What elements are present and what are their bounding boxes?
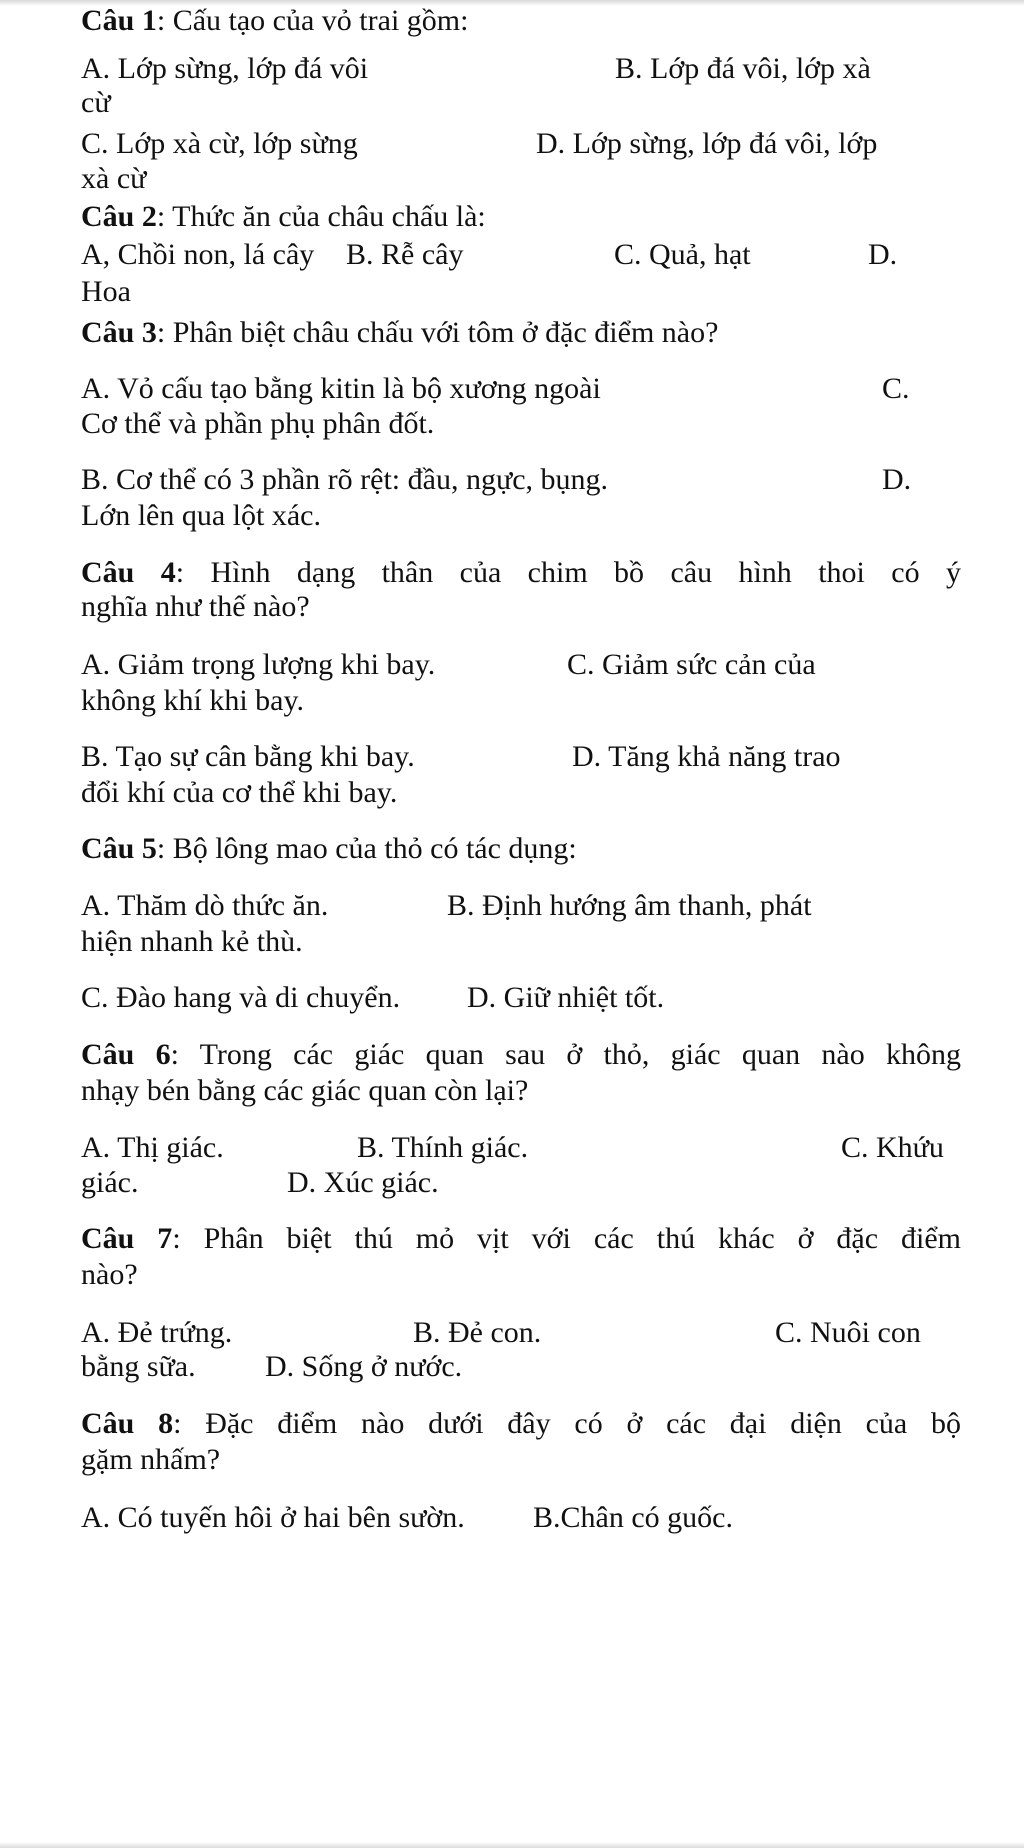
question-6-stem-line-1: Câu 6: Trong các giác quan sau ở thỏ, giác quan nào không [81,1038,961,1071]
question-2-option-c: C. Quả, hạt [614,238,751,271]
question-4-option-b: B. Tạo sự cân bằng khi bay. [81,740,415,773]
question-5-option-c: C. Đào hang và di chuyển. [81,981,401,1014]
question-6-stem-line-2: nhạy bén bằng các giác quan còn lại? [81,1074,529,1107]
question-6-option-c: C. Khứu [841,1131,944,1164]
question-2-option-d: D. [868,238,898,271]
question-3-option-c: C. [882,372,910,405]
question-3-option-d: D. [882,463,912,496]
question-1-label: Câu 1 [81,4,157,37]
question-5-option-d: D. Giữ nhiệt tốt. [467,981,665,1014]
question-7-option-c: C. Nuôi con [775,1316,921,1349]
question-5-option-b-cont: hiện nhanh kẻ thù. [81,925,303,958]
question-7-label: Câu 7 [81,1222,173,1255]
question-4-option-c-cont: không khí khi bay. [81,684,305,717]
question-7-option-a: A. Đẻ trứng. [81,1316,233,1349]
question-3-option-a: A. Vỏ cấu tạo bằng kitin là bộ xương ngoài [81,372,601,405]
question-1-option-a: A. Lớp sừng, lớp đá vôi [81,52,369,85]
question-6-option-a: A. Thị giác. [81,1131,224,1164]
question-4-stem-line-1: Câu 4: Hình dạng thân của chim bồ câu hình thoi có ý [81,556,961,589]
question-6-option-d: D. Xúc giác. [287,1166,439,1199]
question-1-option-c: C. Lớp xà cừ, lớp sừng [81,127,358,160]
question-6-option-c-cont: giác. [81,1166,139,1199]
question-8-option-b: B.Chân có guốc. [533,1501,733,1534]
question-1-option-b: B. Lớp đá vôi, lớp xà [615,52,871,85]
question-5-option-a: A. Thăm dò thức ăn. [81,889,329,922]
question-7-option-c-cont: bằng sữa. [81,1350,196,1383]
question-5-label: Câu 5 [81,832,157,865]
question-2-stem: Câu 2: Thức ăn của châu chấu là: [81,200,486,233]
question-8-label: Câu 8 [81,1407,174,1440]
question-4-label: Câu 4 [81,556,176,589]
question-2-label: Câu 2 [81,200,157,233]
question-7-stem-line-2: nào? [81,1258,138,1291]
question-1-option-b-cont: cừ [81,86,111,119]
question-8-stem-line-1: Câu 8: Đặc điểm nào dưới đây có ở các đại diện của bộ [81,1407,961,1440]
question-4-option-a: A. Giảm trọng lượng khi bay. [81,648,436,681]
question-4-option-c: C. Giảm sức cản của [567,648,816,681]
question-4-option-d: D. Tăng khả năng trao [572,740,841,773]
question-3-stem: Câu 3: Phân biệt châu chấu với tôm ở đặc điểm nào? [81,316,719,349]
question-7-option-b: B. Đẻ con. [413,1316,542,1349]
question-8-stem-line-2: gặm nhấm? [81,1443,221,1476]
question-3-option-b: B. Cơ thể có 3 phần rõ rệt: đầu, ngực, bụng. [81,463,609,496]
question-7-option-d: D. Sống ở nước. [265,1350,463,1383]
question-5-option-b: B. Định hướng âm thanh, phát [447,889,812,922]
question-4-stem-line-2: nghĩa như thế nào? [81,590,310,623]
question-1-option-d: D. Lớp sừng, lớp đá vôi, lớp [536,127,878,160]
question-2-option-a: A, Chồi non, lá cây [81,238,315,271]
bottom-edge-shadow [0,1842,1024,1848]
question-3-option-d-cont: Lớn lên qua lột xác. [81,499,321,532]
question-6-option-b: B. Thính giác. [357,1131,529,1164]
question-4-option-d-cont: đổi khí của cơ thể khi bay. [81,776,398,809]
question-2-option-b: B. Rễ cây [346,238,464,271]
question-5-stem: Câu 5: Bộ lông mao của thỏ có tác dụng: [81,832,577,865]
question-3-label: Câu 3 [81,316,157,349]
question-6-label: Câu 6 [81,1038,171,1071]
question-8-option-a: A. Có tuyến hôi ở hai bên sườn. [81,1501,465,1534]
question-2-option-d-cont: Hoa [81,275,131,308]
question-1-stem: Câu 1: Cấu tạo của vỏ trai gồm: [81,4,469,37]
question-7-stem-line-1: Câu 7: Phân biệt thú mỏ vịt với các thú khác ở đặc điểm [81,1222,961,1255]
question-1-option-d-cont: xà cừ [81,162,147,195]
question-3-option-c-cont: Cơ thể và phần phụ phân đốt. [81,407,435,440]
